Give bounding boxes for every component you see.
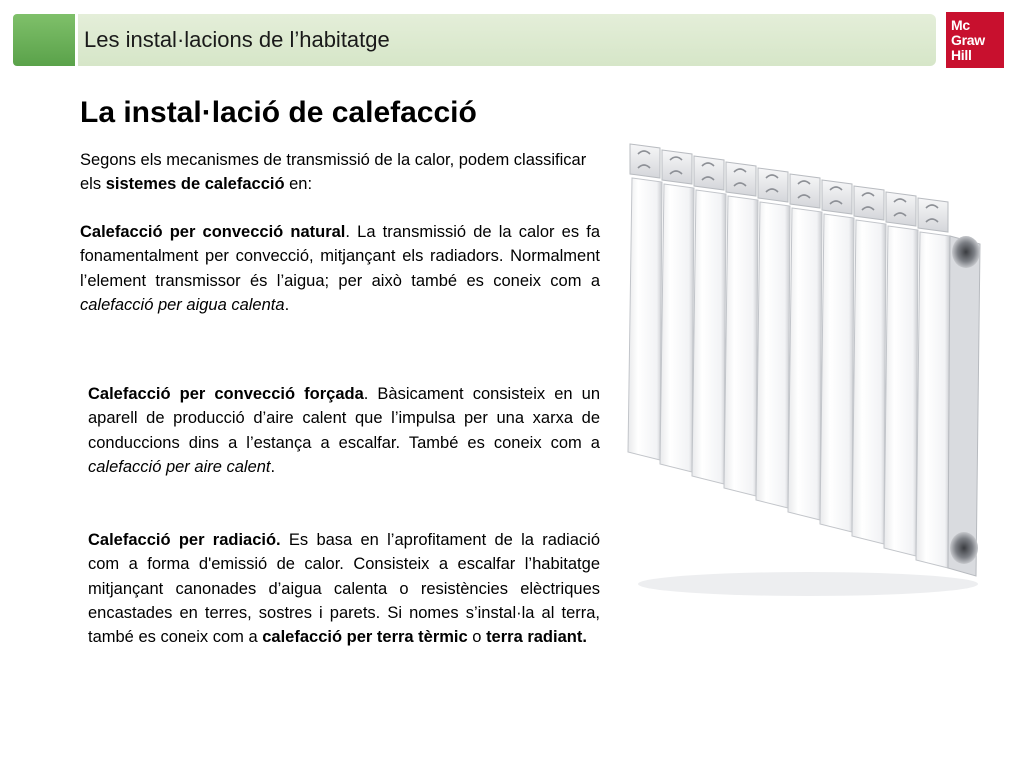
radiator-fin	[660, 150, 694, 472]
radiator-fin	[884, 192, 918, 556]
mcgraw-hill-logo	[946, 12, 1004, 68]
radiator-fin	[628, 144, 662, 460]
natural-body-1: . La transmissió de la calor es fa fonamentalment per convecció, mitjançant els radiadors. Normalment l’element transmissor és l’aigua; per això també es coneix com a	[80, 223, 601, 290]
radiator-fin	[692, 156, 726, 484]
radiator-fin	[788, 174, 822, 520]
header-bar	[75, 14, 936, 66]
forced-heading: Calefacció per convecció forçada	[88, 385, 364, 403]
radiator-pipe-top	[952, 236, 980, 268]
natural-convection-paragraph	[80, 220, 600, 317]
intro-text-after: en:	[284, 175, 313, 194]
radiator-fins	[628, 144, 950, 568]
logo-line-hill: Hill	[951, 46, 972, 63]
intro-paragraph	[80, 148, 598, 197]
radiation-bold-1: calefacció per terra tèrmic	[262, 628, 468, 647]
logo-line-mc: Mc	[951, 16, 970, 33]
radiator-pipe-bottom	[950, 532, 978, 564]
intro-text-before: Segons els mecanismes de transmissió de la calor, podem classificar els	[80, 151, 587, 194]
radiation-body-1: Es basa en l’aprofitament de la radiació com a forma d'emissió de calor. Consisteix a escalfar l’habitatge mitjançant canonades d’aigua calenta o resistències elèctriques encastades en terres, sostres i parets. Si nomes s’instal·la al terra, també es coneix com a	[88, 531, 600, 647]
radiation-bold-2: terra radiant.	[486, 628, 587, 647]
header-title: Les instal·lacions de l’habitatge	[84, 27, 390, 52]
radiator-fin	[724, 162, 758, 496]
natural-body-2: .	[284, 295, 290, 314]
radiation-heading: Calefacció per radiació.	[88, 531, 281, 549]
radiator-fin	[820, 180, 854, 532]
radiator-fin	[756, 168, 790, 508]
page-title: La instal·lació de calefacció	[80, 96, 477, 129]
radiation-mid: o	[467, 628, 487, 647]
forced-body-1: . Bàsicament consisteix en un aparell de producció d’aire calent que l’impulsa per una xarxa de conduccions dins a l’estança a escalfar. També es coneix com a	[88, 385, 600, 452]
radiator-shadow	[638, 572, 978, 596]
forced-body-2: .	[270, 457, 276, 476]
natural-heading: Calefacció per convecció natural	[80, 223, 346, 241]
logo-line-graw: Graw	[951, 31, 985, 48]
radiator-fin	[852, 186, 886, 544]
radiator-side	[948, 236, 980, 576]
forced-italic: calefacció per aire calent	[88, 457, 271, 476]
forced-convection-paragraph	[88, 382, 600, 479]
radiator-fin	[916, 198, 950, 568]
natural-italic: calefacció per aigua calenta	[80, 295, 285, 314]
radiation-paragraph	[88, 528, 600, 649]
intro-bold: sistemes de calefacció	[105, 175, 285, 194]
header-accent-block	[13, 14, 75, 66]
radiator-icon	[618, 134, 1018, 614]
